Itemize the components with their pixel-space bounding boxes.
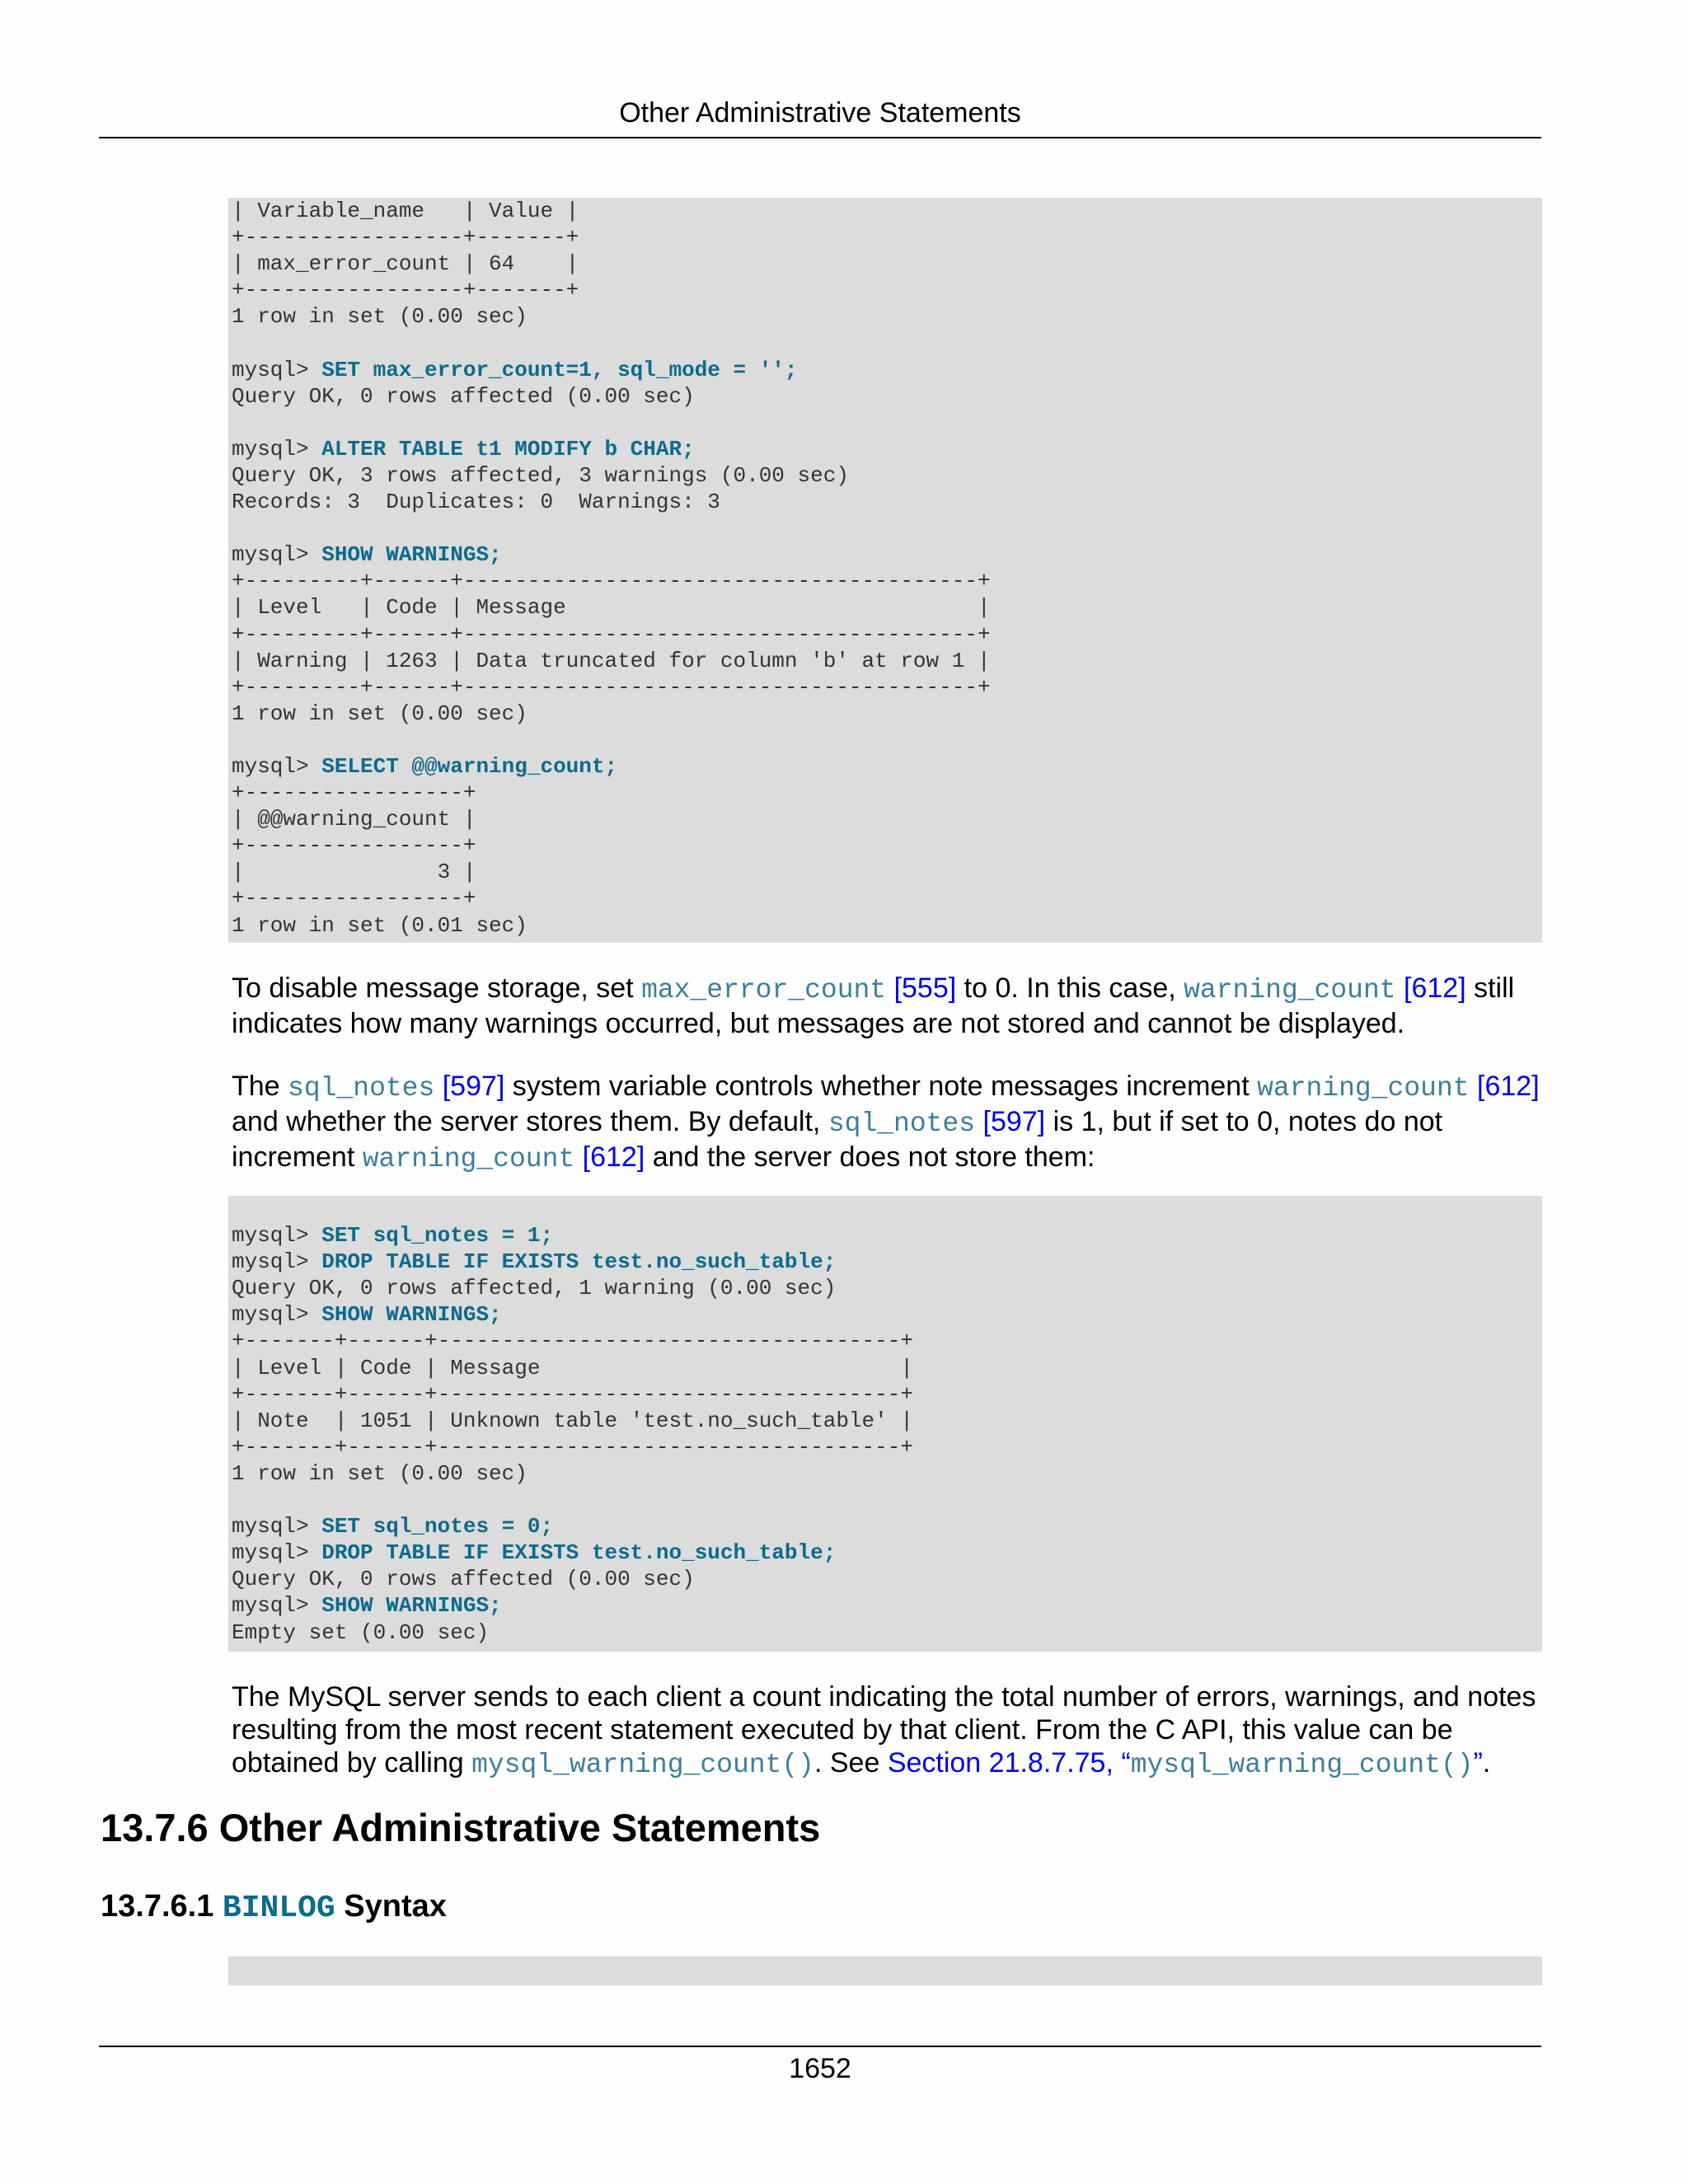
code-block-1 <box>228 198 1542 943</box>
code-line: Empty set (0.00 sec) <box>232 1619 490 1645</box>
code-line: | @@warning_count | <box>232 807 476 832</box>
paragraph-disable-storage: To disable message storage, set max_error_count [555] to 0. In this case, warning_count [612] still indicates how many warnings occurred, but messages are not stored and cannot be displayed. <box>232 972 1515 1039</box>
code-line: 1 row in set (0.00 sec) <box>232 701 528 726</box>
code-warning-count: warning_count <box>1257 1073 1470 1104</box>
code-line: +---------+------+----------------------------------------+ <box>232 674 991 700</box>
code-line: | Note | 1051 | Unknown table 'test.no_such_table' | <box>232 1408 913 1433</box>
code-line <box>232 357 1542 383</box>
code-line <box>232 330 1542 356</box>
code-command: SET sql_notes = 0; <box>321 1514 554 1540</box>
code-block-3 <box>228 1957 1542 1985</box>
code-line <box>232 1513 1542 1540</box>
ref-link-612[interactable]: [612] <box>1477 1071 1540 1102</box>
code-prompt: mysql> <box>232 1249 322 1275</box>
code-prompt: mysql> <box>232 542 322 568</box>
code-line: 1 row in set (0.00 sec) <box>232 304 528 330</box>
code-line: +-----------------+ <box>232 780 476 806</box>
footer-rule <box>99 2046 1541 2047</box>
code-line <box>232 1592 1542 1619</box>
code-command: SELECT @@warning_count; <box>321 753 618 779</box>
subsection-heading: 13.7.6.1 BINLOG Syntax <box>101 1889 447 1926</box>
code-prompt: mysql> <box>232 753 322 779</box>
code-max-error-count: max_error_count <box>641 975 887 1005</box>
code-line <box>232 436 1542 462</box>
code-line: +-------+------+------------------------------------+ <box>232 1434 913 1460</box>
code-line: +-----------------+-------+ <box>232 225 579 251</box>
page-footer <box>99 2050 1541 2087</box>
code-command: SHOW WARNINGS; <box>321 542 502 568</box>
code-line <box>232 727 1542 753</box>
ref-link-597[interactable]: [597] <box>982 1106 1046 1137</box>
code-line <box>232 753 1542 780</box>
code-command: SET max_error_count=1, sql_mode = ''; <box>321 357 798 382</box>
code-prompt: mysql> <box>232 1302 322 1328</box>
code-prompt: mysql> <box>232 1593 322 1619</box>
paragraph-warning-count-api: The MySQL server sends to each client a count indicating the total number of errors, warnings, and notes resulting from the most recent statement executed by that client. From the C API, this value can be obtained by calling mysql_warning_count(). See Section 21.8.7.75, “mysql_warning_count()”. <box>232 1681 1536 1780</box>
code-line: +-------+------+------------------------------------+ <box>232 1329 913 1354</box>
page-header-title: Other Administrative Statements <box>619 97 1021 129</box>
code-line: | max_error_count | 64 | <box>232 251 579 277</box>
ref-link-597[interactable]: [597] <box>442 1071 505 1102</box>
code-prompt: mysql> <box>232 436 322 462</box>
code-line: +-------+------+------------------------------------+ <box>232 1381 913 1407</box>
code-line <box>232 1540 1542 1566</box>
code-prompt: mysql> <box>232 357 322 382</box>
code-command: SET sql_notes = 1; <box>321 1223 554 1249</box>
code-line: Query OK, 0 rows affected (0.00 sec) <box>232 1567 695 1592</box>
code-line: Query OK, 0 rows affected (0.00 sec) <box>232 383 695 409</box>
code-line <box>232 1487 1542 1513</box>
code-command: DROP TABLE IF EXISTS test.no_such_table; <box>321 1249 837 1275</box>
ref-link-612[interactable]: [612] <box>1404 972 1466 1004</box>
code-prompt: mysql> <box>232 1223 322 1249</box>
code-line <box>232 515 1542 541</box>
section-link-mysql-warning-count[interactable]: Section 21.8.7.75, “mysql_warning_count()” <box>887 1747 1483 1780</box>
code-line: 1 row in set (0.00 sec) <box>232 1460 528 1486</box>
page-number: 1652 <box>789 2053 851 2084</box>
code-line: | Level | Code | Message | <box>232 595 991 621</box>
section-heading: 13.7.6 Other Administrative Statements <box>101 1806 821 1849</box>
code-line <box>232 410 1542 436</box>
code-command: ALTER TABLE t1 MODIFY b CHAR; <box>321 436 695 462</box>
code-line: | Level | Code | Message | <box>232 1355 913 1380</box>
code-line <box>232 1196 1542 1222</box>
code-line: Query OK, 3 rows affected, 3 warnings (0.00 sec) <box>232 462 849 488</box>
code-line <box>232 1249 1542 1275</box>
code-line: Query OK, 0 rows affected, 1 warning (0.00 sec) <box>232 1276 837 1301</box>
code-sql-notes: sql_notes <box>828 1108 976 1139</box>
code-line <box>232 1301 1542 1328</box>
code-line: | Warning | 1263 | Data truncated for column 'b' at row 1 | <box>232 648 991 673</box>
code-line: +-----------------+ <box>232 833 476 859</box>
code-line: +-----------------+ <box>232 886 476 912</box>
code-line <box>232 1222 1542 1249</box>
code-prompt: mysql> <box>232 1514 322 1540</box>
code-binlog: BINLOG <box>222 1891 335 1926</box>
code-line: +---------+------+----------------------------------------+ <box>232 569 991 594</box>
code-sql-notes: sql_notes <box>288 1073 435 1104</box>
code-warning-count: warning_count <box>1184 975 1396 1005</box>
code-line: | Variable_name | Value | <box>232 199 579 223</box>
page-header <box>99 92 1541 138</box>
code-prompt: mysql> <box>232 1540 322 1566</box>
code-line: 1 row in set (0.01 sec) <box>232 912 528 938</box>
code-line <box>232 541 1542 568</box>
code-line: Records: 3 Duplicates: 0 Warnings: 3 <box>232 490 720 515</box>
code-mysql-warning-count: mysql_warning_count() <box>471 1750 814 1780</box>
code-command: DROP TABLE IF EXISTS test.no_such_table; <box>321 1540 837 1566</box>
paragraph-sql-notes: The sql_notes [597] system variable controls whether note messages increment warning_count [612] and whether the server stores them. By default, sql_notes [597] is 1, but if set to 0, notes do not increment warning_count [612] and the server does not store them: <box>232 1071 1540 1174</box>
code-command: SHOW WARNINGS; <box>321 1593 502 1619</box>
code-block-2 <box>228 1196 1542 1652</box>
code-line: +-----------------+-------+ <box>232 278 579 303</box>
code-line: | 3 | <box>232 860 476 885</box>
ref-link-555[interactable]: [555] <box>893 972 957 1004</box>
code-command: SHOW WARNINGS; <box>321 1302 502 1328</box>
code-warning-count: warning_count <box>362 1144 575 1174</box>
code-line: +---------+------+----------------------------------------+ <box>232 621 991 647</box>
ref-link-612[interactable]: [612] <box>582 1141 645 1173</box>
